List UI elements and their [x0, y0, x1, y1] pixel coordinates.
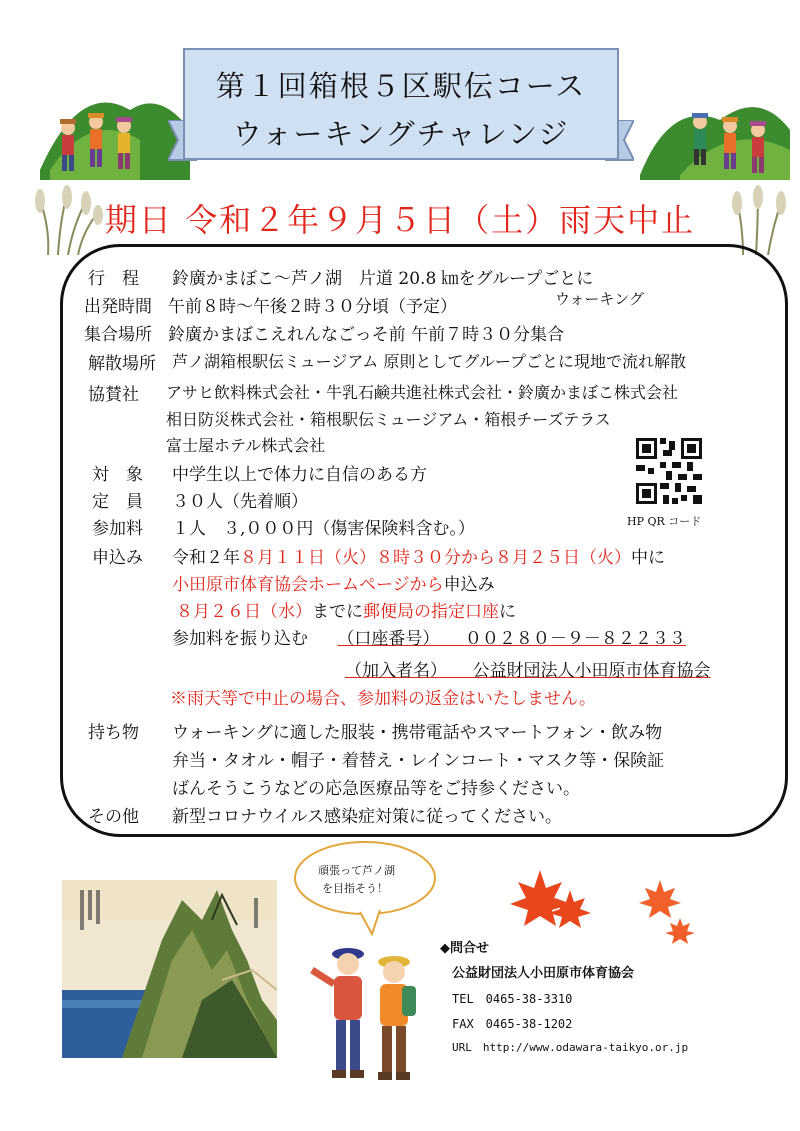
other-label: その他 — [88, 807, 139, 827]
sponsor-label: 協賛社 — [88, 385, 139, 405]
post-office-account: 郵便局の指定口座 — [363, 602, 499, 622]
target-value: 中学生以上で体力に自信のある方 — [172, 465, 427, 485]
payment-deadline: ８月２６日（水） — [176, 602, 312, 622]
hakone-ukiyoe-illustration — [62, 880, 277, 1058]
course-value: 鈴廣かまぼこ～芦ノ湖 片道 20.8 ㎞をグループごとに — [172, 269, 594, 289]
qr-code-icon[interactable] — [636, 438, 702, 504]
event-date: 期日 令和２年９月５日（土）雨天中止 — [104, 201, 696, 239]
target-label: 対 象 — [92, 465, 143, 485]
contact-title: ◆問合せ — [440, 941, 489, 956]
items-line-1: ウォーキングに適した服装・携帯電話やスマートフォン・飲み物 — [172, 723, 663, 743]
sponsor-line-2: 相日防災株式会社・箱根駅伝ミュージアム・箱根チーズテラス — [166, 410, 611, 429]
apply-line-2 — [172, 570, 495, 595]
course-label: 行 程 — [88, 269, 139, 289]
capacity-label: 定 員 — [92, 492, 143, 512]
dismiss-place-value: 芦ノ湖箱根駅伝ミュージアム 原則としてグループごとに現地で流れ解散 — [172, 352, 687, 371]
hiker-couple-illustration — [310, 932, 430, 1102]
meeting-place-label: 集合場所 — [84, 325, 152, 345]
apply-line-1 — [172, 543, 665, 568]
course-value-2: ウォーキング — [555, 290, 644, 308]
items-label: 持ち物 — [88, 723, 139, 743]
apply-label: 申込み — [92, 548, 143, 568]
speech-line-2: を目指そう！ — [322, 882, 388, 895]
contact-tel: TEL 0465-38-3310 — [452, 992, 573, 1006]
apply-line-3 — [176, 597, 516, 622]
qr-label: HP QR コード — [627, 515, 702, 528]
start-time-value: 午前８時～午後２時３０分頃（予定） — [168, 297, 457, 317]
apply-l1-a: 令和２年 — [172, 548, 240, 568]
fee-label: 参加料 — [92, 519, 143, 539]
other-value: 新型コロナウイルス感染症対策に従ってください。 — [172, 807, 562, 827]
title-line-1: 第１回箱根５区駅伝コース — [215, 69, 587, 103]
dismiss-place-label: 解散場所 — [88, 354, 156, 374]
hikers-right-illustration — [640, 80, 790, 180]
contact-fax: FAX 0465-38-1202 — [452, 1017, 573, 1031]
capacity-value: ３０人（先着順） — [172, 492, 308, 512]
speech-line-1: 頑張って芦ノ湖 — [318, 864, 395, 877]
items-line-2: 弁当・タオル・帽子・着替え・レインコート・マスク等・保険証 — [172, 751, 665, 771]
sponsor-line-3: 富士屋ホテル株式会社 — [166, 436, 326, 455]
contact-org: 公益財団法人小田原市体育協会 — [452, 966, 635, 981]
apply-period: ８月１１日（火）８時３０分から８月２５日（火） — [240, 548, 631, 568]
fee-value: １人 ３,０００円（傷害保険料含む。） — [172, 519, 475, 539]
maple-leaves-icon — [500, 860, 700, 950]
start-time-label: 出発時間 — [84, 297, 152, 317]
title-line-2: ウォーキングチャレンジ — [232, 117, 570, 151]
apply-homepage: 小田原市体育協会ホームページから — [172, 575, 444, 595]
apply-line-4 — [172, 624, 686, 649]
refund-note: ※雨天等で中止の場合、参加料の返金はいたしません。 — [170, 689, 597, 709]
apply-l1-c: 中に — [631, 548, 665, 568]
account-holder: （加入者名） 公益財団法人小田原市体育協会 — [345, 661, 711, 681]
apply-l2-b: 申込み — [443, 575, 495, 595]
title-banner — [183, 48, 619, 160]
account-number: （口座番号） ００２８０－９－８２２３３ — [337, 629, 686, 649]
apply-l3-b: までに — [312, 602, 363, 622]
items-line-3: ばんそうこうなどの応急医療品等をご持参ください。 — [172, 779, 580, 799]
apply-l4-a: 参加料を振り込む — [172, 629, 308, 649]
contact-url-link[interactable]: URL http://www.odawara-taikyo.or.jp — [452, 1041, 689, 1054]
meeting-place-value: 鈴廣かまぼこえれんなごっそ前 午前７時３０分集合 — [168, 325, 565, 345]
sponsor-line-1: アサヒ飲料株式会社・牛乳石鹸共進社株式会社・鈴廣かまぼこ株式会社 — [166, 383, 679, 402]
apply-l3-d: に — [499, 602, 516, 622]
